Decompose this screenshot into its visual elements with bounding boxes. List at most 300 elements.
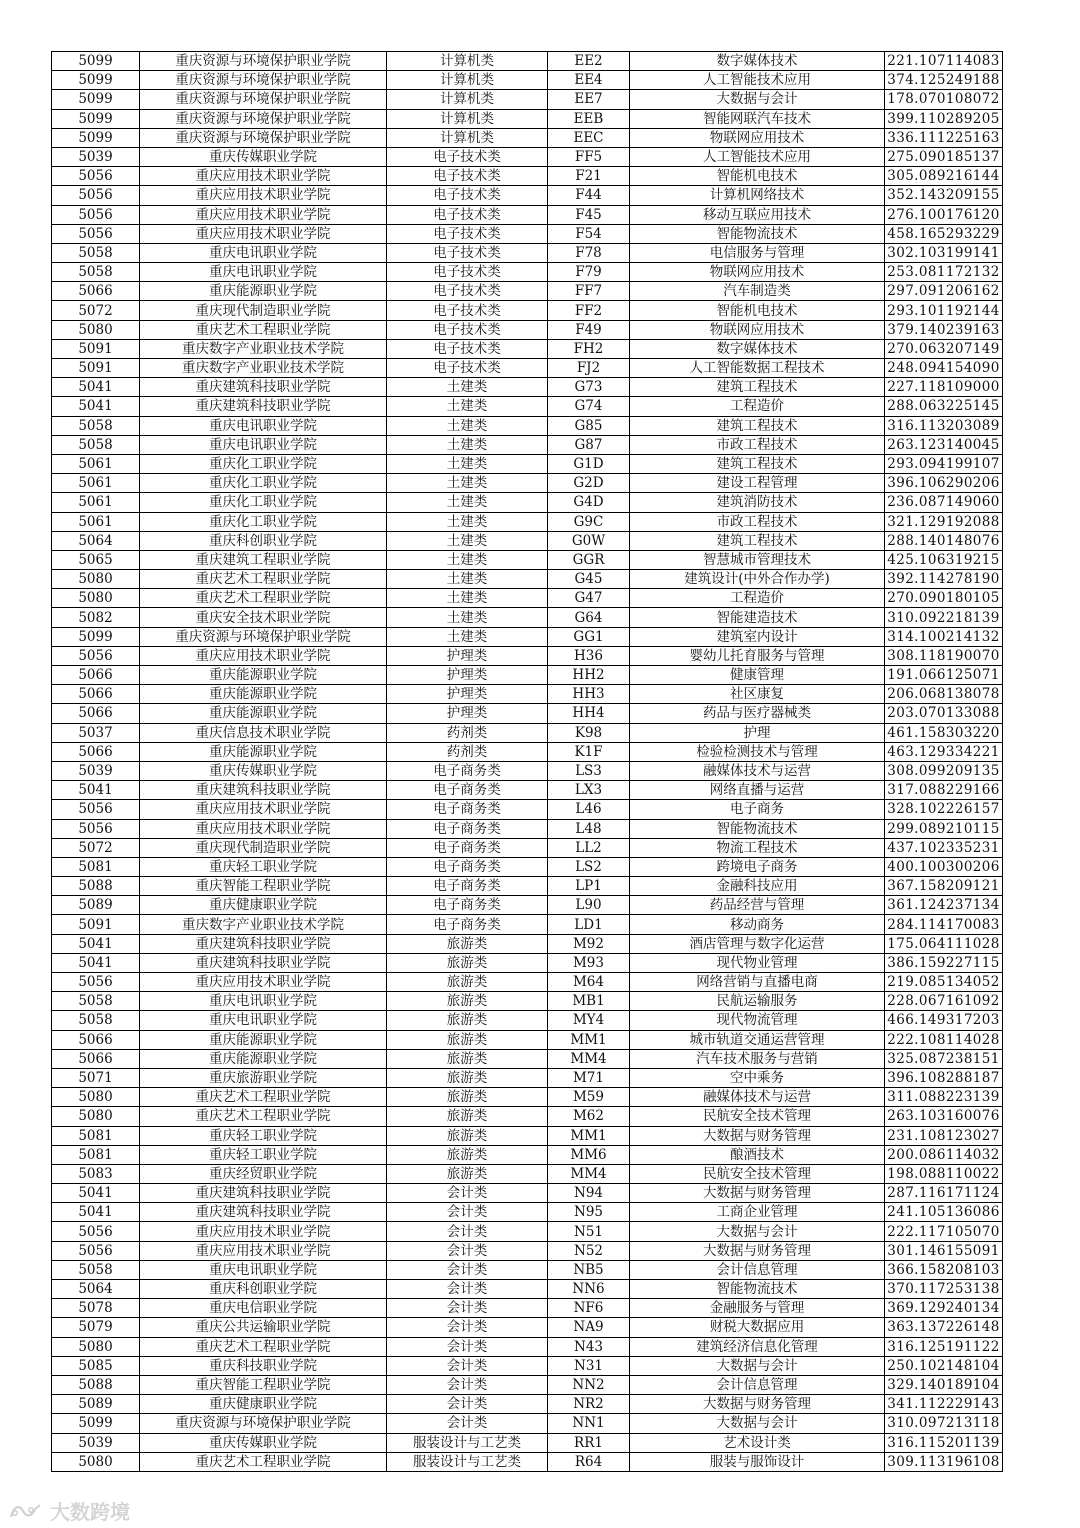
school-code-cell: 5091 bbox=[52, 339, 140, 358]
school-name-cell: 重庆应用技术职业学院 bbox=[140, 224, 387, 243]
score-cell: 392.114278190 bbox=[885, 570, 1003, 589]
major-code-cell: NB5 bbox=[548, 1260, 630, 1279]
table-row bbox=[52, 167, 1003, 186]
major-code-cell: FF2 bbox=[548, 301, 630, 320]
major-name-cell: 建筑工程技术 bbox=[630, 416, 885, 435]
major-code-cell: FF5 bbox=[548, 147, 630, 166]
major-name-cell: 物联网应用技术 bbox=[630, 320, 885, 339]
school-code-cell: 5039 bbox=[52, 147, 140, 166]
school-name-cell: 重庆轻工职业学院 bbox=[140, 1145, 387, 1164]
table-row bbox=[52, 685, 1003, 704]
table-row bbox=[52, 1280, 1003, 1299]
category-cell: 计算机类 bbox=[387, 52, 548, 71]
major-code-cell: NF6 bbox=[548, 1299, 630, 1318]
school-code-cell: 5071 bbox=[52, 1068, 140, 1087]
category-cell: 土建类 bbox=[387, 627, 548, 646]
score-cell: 191.066125071 bbox=[885, 666, 1003, 685]
category-cell: 会计类 bbox=[387, 1356, 548, 1375]
school-name-cell: 重庆应用技术职业学院 bbox=[140, 1222, 387, 1241]
school-code-cell: 5080 bbox=[52, 1088, 140, 1107]
school-name-cell: 重庆能源职业学院 bbox=[140, 282, 387, 301]
major-code-cell: G85 bbox=[548, 416, 630, 435]
school-code-cell: 5056 bbox=[52, 205, 140, 224]
category-cell: 电子商务类 bbox=[387, 896, 548, 915]
school-name-cell: 重庆应用技术职业学院 bbox=[140, 819, 387, 838]
school-code-cell: 5078 bbox=[52, 1299, 140, 1318]
major-code-cell: F79 bbox=[548, 263, 630, 282]
table-row bbox=[52, 550, 1003, 569]
school-code-cell: 5061 bbox=[52, 454, 140, 473]
table-row bbox=[52, 992, 1003, 1011]
school-code-cell: 5066 bbox=[52, 685, 140, 704]
school-name-cell: 重庆艺术工程职业学院 bbox=[140, 1107, 387, 1126]
major-code-cell: F45 bbox=[548, 205, 630, 224]
major-code-cell: F54 bbox=[548, 224, 630, 243]
school-name-cell: 重庆电讯职业学院 bbox=[140, 263, 387, 282]
major-code-cell: LS2 bbox=[548, 857, 630, 876]
score-cell: 299.089210115 bbox=[885, 819, 1003, 838]
category-cell: 电子技术类 bbox=[387, 263, 548, 282]
major-name-cell: 数字媒体技术 bbox=[630, 52, 885, 71]
table-row bbox=[52, 512, 1003, 531]
major-code-cell: LL2 bbox=[548, 838, 630, 857]
school-code-cell: 5089 bbox=[52, 896, 140, 915]
school-name-cell: 重庆建筑科技职业学院 bbox=[140, 1203, 387, 1222]
score-cell: 396.108288187 bbox=[885, 1068, 1003, 1087]
category-cell: 护理类 bbox=[387, 704, 548, 723]
table-row bbox=[52, 1318, 1003, 1337]
table-row bbox=[52, 454, 1003, 473]
score-cell: 308.118190070 bbox=[885, 646, 1003, 665]
school-code-cell: 5080 bbox=[52, 589, 140, 608]
school-code-cell: 5080 bbox=[52, 320, 140, 339]
table-row bbox=[52, 1222, 1003, 1241]
table-row bbox=[52, 71, 1003, 90]
major-code-cell: F78 bbox=[548, 243, 630, 262]
school-name-cell: 重庆现代制造职业学院 bbox=[140, 301, 387, 320]
score-cell: 206.068138078 bbox=[885, 685, 1003, 704]
category-cell: 电子技术类 bbox=[387, 205, 548, 224]
category-cell: 土建类 bbox=[387, 397, 548, 416]
category-cell: 土建类 bbox=[387, 589, 548, 608]
school-name-cell: 重庆艺术工程职业学院 bbox=[140, 1088, 387, 1107]
score-cell: 228.067161092 bbox=[885, 992, 1003, 1011]
school-code-cell: 5058 bbox=[52, 243, 140, 262]
major-code-cell: GG1 bbox=[548, 627, 630, 646]
major-code-cell: G45 bbox=[548, 570, 630, 589]
school-name-cell: 重庆智能工程职业学院 bbox=[140, 877, 387, 896]
category-cell: 旅游类 bbox=[387, 1068, 548, 1087]
major-code-cell: L48 bbox=[548, 819, 630, 838]
school-name-cell: 重庆资源与环境保护职业学院 bbox=[140, 90, 387, 109]
score-cell: 363.137226148 bbox=[885, 1318, 1003, 1337]
category-cell: 药剂类 bbox=[387, 742, 548, 761]
school-name-cell: 重庆资源与环境保护职业学院 bbox=[140, 128, 387, 147]
major-code-cell: M62 bbox=[548, 1107, 630, 1126]
major-name-cell: 城市轨道交通运营管理 bbox=[630, 1030, 885, 1049]
score-cell: 293.094199107 bbox=[885, 454, 1003, 473]
major-name-cell: 财税大数据应用 bbox=[630, 1318, 885, 1337]
school-code-cell: 5058 bbox=[52, 1011, 140, 1030]
school-name-cell: 重庆应用技术职业学院 bbox=[140, 205, 387, 224]
score-cell: 352.143209155 bbox=[885, 186, 1003, 205]
category-cell: 旅游类 bbox=[387, 1145, 548, 1164]
table-row bbox=[52, 90, 1003, 109]
table-row bbox=[52, 1337, 1003, 1356]
major-code-cell: M59 bbox=[548, 1088, 630, 1107]
category-cell: 电子商务类 bbox=[387, 915, 548, 934]
major-name-cell: 大数据与财务管理 bbox=[630, 1241, 885, 1260]
school-code-cell: 5088 bbox=[52, 877, 140, 896]
school-name-cell: 重庆健康职业学院 bbox=[140, 1395, 387, 1414]
category-cell: 土建类 bbox=[387, 550, 548, 569]
school-code-cell: 5056 bbox=[52, 800, 140, 819]
major-name-cell: 电信服务与管理 bbox=[630, 243, 885, 262]
major-name-cell: 人工智能技术应用 bbox=[630, 71, 885, 90]
table-row bbox=[52, 1088, 1003, 1107]
table-row bbox=[52, 320, 1003, 339]
major-code-cell: NA9 bbox=[548, 1318, 630, 1337]
table-row bbox=[52, 359, 1003, 378]
score-cell: 250.102148104 bbox=[885, 1356, 1003, 1375]
major-code-cell: EE4 bbox=[548, 71, 630, 90]
school-code-cell: 5099 bbox=[52, 1414, 140, 1433]
table-row bbox=[52, 397, 1003, 416]
major-name-cell: 智能机电技术 bbox=[630, 167, 885, 186]
category-cell: 电子技术类 bbox=[387, 359, 548, 378]
major-code-cell: K98 bbox=[548, 723, 630, 742]
major-code-cell: G2D bbox=[548, 474, 630, 493]
major-name-cell: 民航安全技术管理 bbox=[630, 1164, 885, 1183]
category-cell: 旅游类 bbox=[387, 1126, 548, 1145]
school-name-cell: 重庆能源职业学院 bbox=[140, 742, 387, 761]
school-name-cell: 重庆资源与环境保护职业学院 bbox=[140, 1414, 387, 1433]
table-row bbox=[52, 608, 1003, 627]
school-code-cell: 5061 bbox=[52, 512, 140, 531]
score-cell: 400.100300206 bbox=[885, 857, 1003, 876]
school-code-cell: 5058 bbox=[52, 1260, 140, 1279]
table-row bbox=[52, 723, 1003, 742]
table-row bbox=[52, 1433, 1003, 1452]
school-name-cell: 重庆建筑科技职业学院 bbox=[140, 1184, 387, 1203]
school-code-cell: 5099 bbox=[52, 90, 140, 109]
major-name-cell: 大数据与会计 bbox=[630, 90, 885, 109]
school-name-cell: 重庆经贸职业学院 bbox=[140, 1164, 387, 1183]
table-row bbox=[52, 435, 1003, 454]
category-cell: 服装设计与工艺类 bbox=[387, 1433, 548, 1452]
watermark bbox=[8, 1496, 130, 1525]
score-cell: 366.158208103 bbox=[885, 1260, 1003, 1279]
school-code-cell: 5099 bbox=[52, 128, 140, 147]
school-name-cell: 重庆建筑科技职业学院 bbox=[140, 781, 387, 800]
school-code-cell: 5061 bbox=[52, 493, 140, 512]
score-cell: 314.100214132 bbox=[885, 627, 1003, 646]
major-name-cell: 移动商务 bbox=[630, 915, 885, 934]
major-name-cell: 会计信息管理 bbox=[630, 1375, 885, 1394]
school-name-cell: 重庆安全技术职业学院 bbox=[140, 608, 387, 627]
school-name-cell: 重庆能源职业学院 bbox=[140, 685, 387, 704]
school-name-cell: 重庆艺术工程职业学院 bbox=[140, 1337, 387, 1356]
school-name-cell: 重庆能源职业学院 bbox=[140, 1049, 387, 1068]
school-code-cell: 5041 bbox=[52, 953, 140, 972]
school-code-cell: 5041 bbox=[52, 1203, 140, 1222]
school-code-cell: 5058 bbox=[52, 992, 140, 1011]
major-code-cell: F49 bbox=[548, 320, 630, 339]
major-name-cell: 建筑室内设计 bbox=[630, 627, 885, 646]
major-name-cell: 现代物流管理 bbox=[630, 1011, 885, 1030]
major-name-cell: 建筑工程技术 bbox=[630, 454, 885, 473]
school-code-cell: 5091 bbox=[52, 915, 140, 934]
school-name-cell: 重庆电讯职业学院 bbox=[140, 1260, 387, 1279]
major-code-cell: G74 bbox=[548, 397, 630, 416]
major-code-cell: FF7 bbox=[548, 282, 630, 301]
category-cell: 会计类 bbox=[387, 1375, 548, 1394]
school-code-cell: 5091 bbox=[52, 359, 140, 378]
major-name-cell: 数字媒体技术 bbox=[630, 339, 885, 358]
major-code-cell: LD1 bbox=[548, 915, 630, 934]
school-code-cell: 5041 bbox=[52, 934, 140, 953]
school-code-cell: 5041 bbox=[52, 1184, 140, 1203]
major-code-cell: MM1 bbox=[548, 1030, 630, 1049]
school-name-cell: 重庆资源与环境保护职业学院 bbox=[140, 109, 387, 128]
major-code-cell: EEB bbox=[548, 109, 630, 128]
table-row bbox=[52, 1049, 1003, 1068]
major-name-cell: 大数据与财务管理 bbox=[630, 1126, 885, 1145]
table-row bbox=[52, 1011, 1003, 1030]
school-name-cell: 重庆能源职业学院 bbox=[140, 666, 387, 685]
school-name-cell: 重庆应用技术职业学院 bbox=[140, 646, 387, 665]
admission-score-table bbox=[51, 51, 1003, 1472]
major-code-cell: LS3 bbox=[548, 761, 630, 780]
major-code-cell: L46 bbox=[548, 800, 630, 819]
major-name-cell: 智能物流技术 bbox=[630, 819, 885, 838]
table-row bbox=[52, 1107, 1003, 1126]
school-code-cell: 5064 bbox=[52, 1280, 140, 1299]
major-name-cell: 市政工程技术 bbox=[630, 435, 885, 454]
score-cell: 461.158303220 bbox=[885, 723, 1003, 742]
major-code-cell: FJ2 bbox=[548, 359, 630, 378]
major-code-cell: GGR bbox=[548, 550, 630, 569]
score-cell: 293.101192144 bbox=[885, 301, 1003, 320]
table-row bbox=[52, 282, 1003, 301]
score-cell: 305.089216144 bbox=[885, 167, 1003, 186]
school-name-cell: 重庆轻工职业学院 bbox=[140, 857, 387, 876]
school-name-cell: 重庆信息技术职业学院 bbox=[140, 723, 387, 742]
school-name-cell: 重庆数字产业职业技术学院 bbox=[140, 915, 387, 934]
major-code-cell: MM4 bbox=[548, 1049, 630, 1068]
major-code-cell: G47 bbox=[548, 589, 630, 608]
major-code-cell: G9C bbox=[548, 512, 630, 531]
major-name-cell: 电子商务 bbox=[630, 800, 885, 819]
score-cell: 316.115201139 bbox=[885, 1433, 1003, 1452]
major-name-cell: 现代物业管理 bbox=[630, 953, 885, 972]
school-name-cell: 重庆建筑工程职业学院 bbox=[140, 550, 387, 569]
major-name-cell: 药品与医疗器械类 bbox=[630, 704, 885, 723]
major-code-cell: N52 bbox=[548, 1241, 630, 1260]
major-code-cell: G0W bbox=[548, 531, 630, 550]
school-code-cell: 5081 bbox=[52, 1126, 140, 1145]
school-name-cell: 重庆艺术工程职业学院 bbox=[140, 320, 387, 339]
major-name-cell: 建筑消防技术 bbox=[630, 493, 885, 512]
score-cell: 463.129334221 bbox=[885, 742, 1003, 761]
major-name-cell: 大数据与会计 bbox=[630, 1356, 885, 1375]
school-code-cell: 5081 bbox=[52, 857, 140, 876]
major-name-cell: 建筑经济信息化管理 bbox=[630, 1337, 885, 1356]
score-cell: 311.088223139 bbox=[885, 1088, 1003, 1107]
table-row bbox=[52, 1452, 1003, 1471]
major-code-cell: G73 bbox=[548, 378, 630, 397]
score-cell: 316.125191122 bbox=[885, 1337, 1003, 1356]
school-name-cell: 重庆建筑科技职业学院 bbox=[140, 378, 387, 397]
major-name-cell: 计算机网络技术 bbox=[630, 186, 885, 205]
table-row bbox=[52, 109, 1003, 128]
table-row bbox=[52, 128, 1003, 147]
major-code-cell: LP1 bbox=[548, 877, 630, 896]
school-code-cell: 5081 bbox=[52, 1145, 140, 1164]
category-cell: 旅游类 bbox=[387, 1011, 548, 1030]
score-cell: 288.140148076 bbox=[885, 531, 1003, 550]
major-name-cell: 人工智能技术应用 bbox=[630, 147, 885, 166]
school-name-cell: 重庆电讯职业学院 bbox=[140, 992, 387, 1011]
major-name-cell: 智能网联汽车技术 bbox=[630, 109, 885, 128]
school-name-cell: 重庆艺术工程职业学院 bbox=[140, 570, 387, 589]
table-row bbox=[52, 666, 1003, 685]
major-code-cell: G4D bbox=[548, 493, 630, 512]
score-cell: 263.103160076 bbox=[885, 1107, 1003, 1126]
school-code-cell: 5080 bbox=[52, 570, 140, 589]
table-row bbox=[52, 742, 1003, 761]
category-cell: 旅游类 bbox=[387, 1107, 548, 1126]
major-name-cell: 婴幼儿托育服务与管理 bbox=[630, 646, 885, 665]
major-name-cell: 民航运输服务 bbox=[630, 992, 885, 1011]
school-name-cell: 重庆健康职业学院 bbox=[140, 896, 387, 915]
school-name-cell: 重庆科技职业学院 bbox=[140, 1356, 387, 1375]
school-code-cell: 5099 bbox=[52, 52, 140, 71]
major-code-cell: H36 bbox=[548, 646, 630, 665]
score-cell: 317.088229166 bbox=[885, 781, 1003, 800]
table-row bbox=[52, 416, 1003, 435]
major-name-cell: 汽车技术服务与营销 bbox=[630, 1049, 885, 1068]
score-cell: 369.129240134 bbox=[885, 1299, 1003, 1318]
school-name-cell: 重庆科创职业学院 bbox=[140, 1280, 387, 1299]
school-name-cell: 重庆传媒职业学院 bbox=[140, 761, 387, 780]
major-name-cell: 艺术设计类 bbox=[630, 1433, 885, 1452]
school-name-cell: 重庆建筑科技职业学院 bbox=[140, 397, 387, 416]
score-cell: 396.106290206 bbox=[885, 474, 1003, 493]
category-cell: 会计类 bbox=[387, 1280, 548, 1299]
school-name-cell: 重庆化工职业学院 bbox=[140, 512, 387, 531]
score-cell: 309.113196108 bbox=[885, 1452, 1003, 1471]
category-cell: 电子技术类 bbox=[387, 301, 548, 320]
category-cell: 计算机类 bbox=[387, 128, 548, 147]
table-row bbox=[52, 1068, 1003, 1087]
major-name-cell: 市政工程技术 bbox=[630, 512, 885, 531]
watermark-text: 大数跨境 bbox=[50, 1500, 130, 1524]
major-name-cell: 网络直播与运营 bbox=[630, 781, 885, 800]
major-code-cell: MY4 bbox=[548, 1011, 630, 1030]
table-row bbox=[52, 1299, 1003, 1318]
major-code-cell: R64 bbox=[548, 1452, 630, 1471]
table-row bbox=[52, 1030, 1003, 1049]
table-row bbox=[52, 1184, 1003, 1203]
major-name-cell: 建筑工程技术 bbox=[630, 378, 885, 397]
school-code-cell: 5039 bbox=[52, 1433, 140, 1452]
school-code-cell: 5056 bbox=[52, 819, 140, 838]
major-name-cell: 汽车制造类 bbox=[630, 282, 885, 301]
school-name-cell: 重庆数字产业职业技术学院 bbox=[140, 359, 387, 378]
table-row bbox=[52, 1145, 1003, 1164]
school-code-cell: 5065 bbox=[52, 550, 140, 569]
major-code-cell: K1F bbox=[548, 742, 630, 761]
school-name-cell: 重庆艺术工程职业学院 bbox=[140, 1452, 387, 1471]
brand-logo-icon bbox=[8, 1501, 42, 1521]
table-row bbox=[52, 52, 1003, 71]
school-code-cell: 5064 bbox=[52, 531, 140, 550]
category-cell: 会计类 bbox=[387, 1395, 548, 1414]
major-code-cell: M93 bbox=[548, 953, 630, 972]
category-cell: 计算机类 bbox=[387, 71, 548, 90]
major-code-cell: LX3 bbox=[548, 781, 630, 800]
major-code-cell: L90 bbox=[548, 896, 630, 915]
score-cell: 236.087149060 bbox=[885, 493, 1003, 512]
major-name-cell: 智能物流技术 bbox=[630, 1280, 885, 1299]
major-name-cell: 融媒体技术与运营 bbox=[630, 761, 885, 780]
score-cell: 386.159227115 bbox=[885, 953, 1003, 972]
score-cell: 248.094154090 bbox=[885, 359, 1003, 378]
category-cell: 电子技术类 bbox=[387, 339, 548, 358]
school-name-cell: 重庆公共运输职业学院 bbox=[140, 1318, 387, 1337]
major-code-cell: G64 bbox=[548, 608, 630, 627]
score-cell: 288.063225145 bbox=[885, 397, 1003, 416]
table-row bbox=[52, 1203, 1003, 1222]
category-cell: 计算机类 bbox=[387, 90, 548, 109]
score-cell: 379.140239163 bbox=[885, 320, 1003, 339]
category-cell: 土建类 bbox=[387, 474, 548, 493]
category-cell: 电子技术类 bbox=[387, 243, 548, 262]
major-name-cell: 空中乘务 bbox=[630, 1068, 885, 1087]
school-code-cell: 5080 bbox=[52, 1107, 140, 1126]
table-row bbox=[52, 243, 1003, 262]
category-cell: 土建类 bbox=[387, 608, 548, 627]
category-cell: 旅游类 bbox=[387, 1049, 548, 1068]
table-row bbox=[52, 953, 1003, 972]
category-cell: 旅游类 bbox=[387, 1030, 548, 1049]
major-name-cell: 药品经营与管理 bbox=[630, 896, 885, 915]
category-cell: 会计类 bbox=[387, 1222, 548, 1241]
school-code-cell: 5099 bbox=[52, 71, 140, 90]
category-cell: 电子技术类 bbox=[387, 320, 548, 339]
major-name-cell: 金融服务与管理 bbox=[630, 1299, 885, 1318]
category-cell: 电子商务类 bbox=[387, 877, 548, 896]
score-cell: 241.105136086 bbox=[885, 1203, 1003, 1222]
major-name-cell: 大数据与财务管理 bbox=[630, 1184, 885, 1203]
major-name-cell: 民航安全技术管理 bbox=[630, 1107, 885, 1126]
score-cell: 361.124237134 bbox=[885, 896, 1003, 915]
major-name-cell: 护理 bbox=[630, 723, 885, 742]
table-row bbox=[52, 934, 1003, 953]
major-code-cell: EE7 bbox=[548, 90, 630, 109]
major-name-cell: 服装与服饰设计 bbox=[630, 1452, 885, 1471]
table-row bbox=[52, 915, 1003, 934]
school-code-cell: 5041 bbox=[52, 397, 140, 416]
major-code-cell: NR2 bbox=[548, 1395, 630, 1414]
school-name-cell: 重庆能源职业学院 bbox=[140, 1030, 387, 1049]
category-cell: 旅游类 bbox=[387, 934, 548, 953]
school-code-cell: 5066 bbox=[52, 282, 140, 301]
major-name-cell: 工商企业管理 bbox=[630, 1203, 885, 1222]
major-code-cell: HH2 bbox=[548, 666, 630, 685]
table-row bbox=[52, 147, 1003, 166]
